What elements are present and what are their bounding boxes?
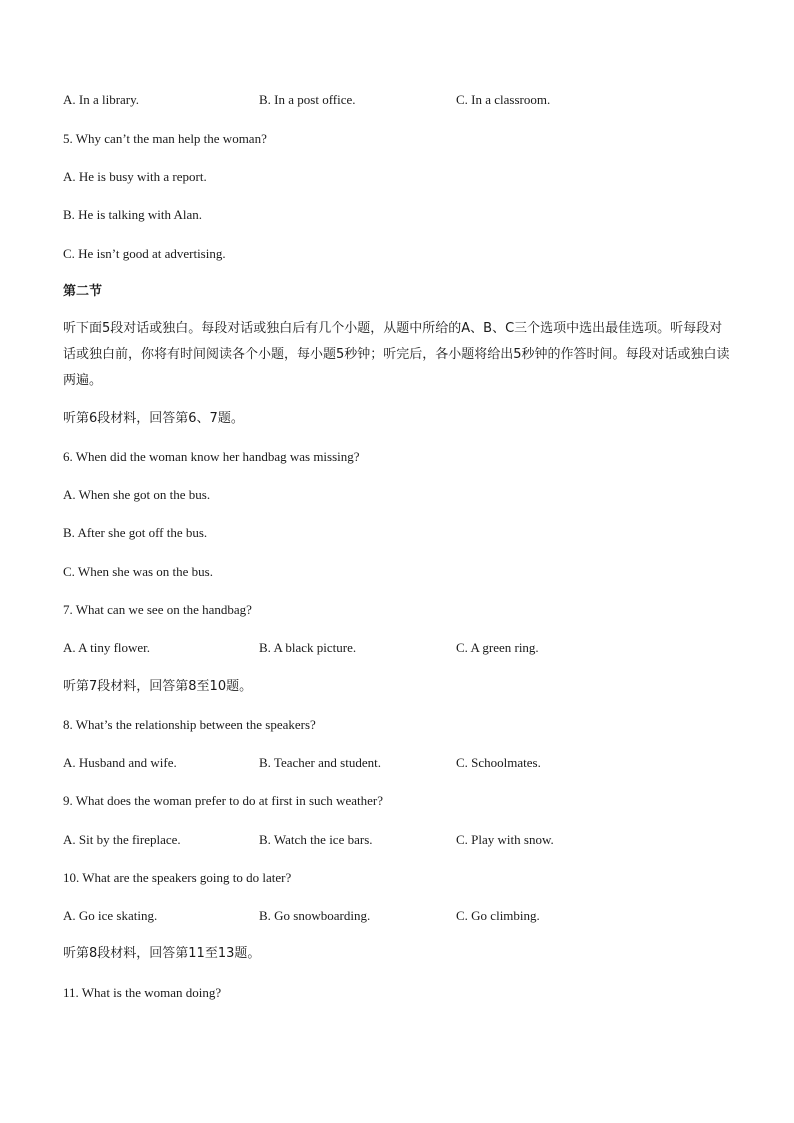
q8-option-a: A. Husband and wife. — [63, 755, 177, 770]
section-heading: 第二节 — [63, 284, 103, 299]
q4-option-b: B. In a post office. — [259, 92, 356, 107]
q7-option-c: C. A green ring. — [456, 640, 539, 655]
q6-option-b: B. After she got off the bus. — [63, 525, 208, 540]
q8-question: 8. What’s the relationship between the speakers? — [63, 717, 316, 732]
q9-question: 9. What does the woman prefer to do at first in such weather? — [63, 793, 383, 808]
q10-option-b: B. Go snowboarding. — [259, 908, 371, 923]
q8-options — [63, 755, 731, 771]
section-instructions: 听下面5段对话或独白。每段对话或独白后有几个小题，从题中所给的A、B、C三个选项中选出最佳选项。听每段对话或独白前，你将有时间阅读各个小题，每小题5秒钟；听完后，各小题将给出5秒钟的作答时间。每段对话或独白读两遍。 — [63, 321, 730, 388]
q9-options — [63, 832, 731, 848]
q10-option-c: C. Go climbing. — [456, 908, 540, 923]
material-7-label: 听第7段材料，回答第8至10题。 — [63, 679, 253, 694]
q4-option-a: A. In a library. — [63, 92, 140, 107]
q7-option-b: B. A black picture. — [259, 640, 357, 655]
q7-option-a: A. A tiny flower. — [63, 640, 151, 655]
q6-question: 6. When did the woman know her handbag was missing? — [63, 449, 360, 464]
q11-question: 11. What is the woman doing? — [63, 985, 222, 1000]
q4-options — [63, 92, 731, 108]
q5-option-c: C. He isn’t good at advertising. — [63, 246, 226, 261]
q10-question: 10. What are the speakers going to do later? — [63, 870, 292, 885]
q6-option-c: C. When she was on the bus. — [63, 564, 213, 579]
q9-option-a: A. Sit by the fireplace. — [63, 832, 181, 847]
q8-option-c: C. Schoolmates. — [456, 755, 541, 770]
material-6-label: 听第6段材料，回答第6、7题。 — [63, 411, 244, 426]
q8-option-b: B. Teacher and student. — [259, 755, 381, 770]
q9-option-b: B. Watch the ice bars. — [259, 832, 373, 847]
q10-options — [63, 908, 731, 924]
q4-option-c: C. In a classroom. — [456, 92, 551, 107]
q7-options — [63, 640, 731, 656]
q5-option-a: A. He is busy with a report. — [63, 169, 207, 184]
q10-option-a: A. Go ice skating. — [63, 908, 158, 923]
q7-question: 7. What can we see on the handbag? — [63, 602, 252, 617]
q6-option-a: A. When she got on the bus. — [63, 487, 211, 502]
q5-option-b: B. He is talking with Alan. — [63, 207, 203, 222]
material-8-label: 听第8段材料，回答第11至13题。 — [63, 946, 261, 961]
q5-question: 5. Why can’t the man help the woman? — [63, 131, 267, 146]
q9-option-c: C. Play with snow. — [456, 832, 554, 847]
